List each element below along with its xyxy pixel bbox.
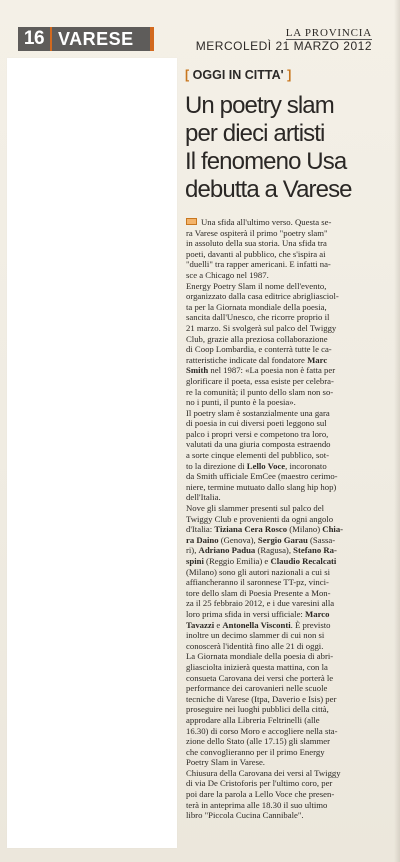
body-line: di poesia in cui diversi poeti leggono sul [186, 418, 327, 429]
body-line: tecniche di Varese (Itpa, Daverio e Isis) per [186, 693, 337, 704]
bold-name: Chia- [322, 524, 344, 535]
kicker-label: OGGI IN CITTA' [192, 68, 284, 82]
body-line: consueta Carovana dei versi che porterà le [186, 672, 334, 683]
body-line: palco i propri versi e competono tra loro, [186, 428, 329, 439]
bold-name: Smith [186, 365, 209, 376]
section-accent-tick [150, 27, 154, 51]
body-line: Una sfida all'ultimo verso. Questa se- [186, 217, 384, 228]
scan-edge-shadow [394, 0, 400, 862]
headline-line: debutta a Varese [185, 176, 352, 203]
body-line: valutati da una giuria composta estraendo [186, 439, 331, 450]
bold-name: Tiziana Cera Rosco [214, 524, 288, 535]
body-line: Energy Poetry Slam il nome dell'evento, [186, 280, 327, 291]
body-line: gliasciolta inizierà questa mattina, con la [186, 661, 328, 672]
headline-line: Un poetry slam [185, 92, 334, 119]
body-line: Club, grazie alla preziosa collaborazione [186, 333, 328, 344]
body-line: La Giornata mondiale della poesia di abri- [186, 651, 334, 662]
body-line: ra Varese ospiterà il primo "poetry slam" [186, 227, 328, 238]
page-header [18, 27, 380, 51]
body-line: no i punti, il punto è la poesia». [186, 397, 296, 408]
body-line: libro "Piccola Cucina Cannibale". [186, 810, 304, 821]
body-line: dell'Italia. [186, 492, 221, 503]
body-line: sancita dall'Unesco, che ricorre proprio il [186, 312, 330, 323]
body-line: di Coop Lombardia, e conterrà tutte le ca- [186, 344, 332, 355]
body-line: 21 marzo. Si svolgerà sul palco del Twiggy [186, 322, 337, 333]
bold-name: Lello Voce [246, 460, 286, 471]
page-number: 16 [23, 28, 45, 49]
bold-name: spini [186, 556, 204, 566]
body-line: da Smith ufficiale EmCee (maestro cerimo- [186, 471, 338, 482]
body-line: zione dello Stato (alle 17.15) gli slammer [186, 736, 331, 747]
body-line: Il poetry slam è sostanzialmente una gara [186, 407, 330, 418]
square-bullet-icon [186, 218, 197, 225]
body-line: Smith nel 1987: «La poesia non è fatta per [186, 365, 336, 376]
body-line: spini (Reggio Emilia) e Claudio Recalcati [186, 556, 337, 566]
section-name: VARESE [58, 28, 134, 49]
bold-name: Marco [305, 608, 330, 619]
article-kicker [185, 68, 291, 82]
bold-name: Adriano Padua [198, 545, 256, 556]
masthead: LA PROVINCIA [285, 27, 372, 39]
bold-name: Marc [307, 354, 328, 365]
bold-name: Tavazzi [186, 619, 215, 630]
dateline: MERCOLEDÌ 21 MARZO 2012 [195, 39, 372, 53]
bold-name: ra Daino [186, 534, 219, 545]
body-line: Chiusura della Carovana dei versi al Twiggy [186, 767, 341, 778]
body-line: organizzato dalla casa editrice abrigliasciol- [186, 291, 339, 302]
body-line: za il 25 febbraio 2012, e i due varesini alla [186, 598, 335, 609]
body-line: Poetry Slam in Varese. [186, 757, 265, 768]
body-line: ri), Adriano Padua (Ragusa), Stefano Ra- [186, 545, 337, 556]
kicker-close-bracket: ] [287, 68, 292, 82]
body-line: tore dello slam di Poesia Presente a Mon- [186, 587, 331, 598]
body-line: a sorte cinque elementi del pubblico, sot- [186, 450, 330, 461]
body-line: performance dei carovanieri nelle scuole [186, 683, 328, 694]
kicker-open-bracket: [ [185, 68, 190, 82]
body-line: in assoluto della sua storia. Una sfida tra [186, 238, 327, 249]
body-line: approdare alla Libreria Feltrinelli (alle [186, 714, 320, 725]
body-line: ta per la Giornata mondiale della poesia, [186, 301, 327, 312]
body-line: loro prima sfida in versi ufficiale: Marco [186, 608, 330, 619]
body-line: affiancheranno il saronnese TT-pz, vinci- [186, 577, 329, 588]
headline-line: Il fenomeno Usa [185, 148, 347, 175]
headline-line: per dieci artisti [185, 120, 325, 147]
body-line: Nove gli slammer presenti sul palco del [186, 503, 324, 514]
body-line: che convoglieranno per il primo Energy [186, 746, 325, 757]
body-line: (Milano) sono gli autori nazionali a cui si [186, 566, 331, 577]
body-line: proseguire nei luoghi pubblici della città, [186, 704, 329, 715]
body-line: d'Italia: Tiziana Cera Rosco (Milano) Chia- [186, 524, 344, 535]
bold-name: Stefano Ra- [293, 545, 337, 556]
body-line: glorificare il poeta, essa esiste per celebra- [186, 375, 334, 386]
article-headline [185, 92, 385, 204]
body-line: poeti, davanti al pubblico, che s'ispira ai [186, 248, 326, 259]
body-line: poi dare la parola a Lello Voce che presen- [186, 789, 335, 800]
bold-name: Antonella Visconti [222, 619, 291, 630]
body-line: Tavazzi e Antonella Visconti. È previsto [186, 619, 331, 630]
body-line: terà in anteprima alle 18.30 il suo ultimo [186, 799, 328, 810]
body-line: "duelli" tra rapper americani. E infatti na- [186, 259, 331, 270]
body-line: inoltre un decimo slammer di cui non si [186, 630, 325, 641]
section-bar [18, 27, 150, 51]
bold-name: Sergio Garau [257, 534, 308, 545]
body-line: Twiggy Club e provenienti da ogni angolo [186, 513, 334, 524]
redacted-area [7, 58, 177, 848]
article-body [186, 217, 384, 821]
body-line: ra Daino (Genova), Sergio Garau (Sassa- [186, 534, 336, 545]
bold-name: Claudio Recalcati [270, 556, 337, 566]
body-line: niere, termine mutuato dallo slang hip hop) [186, 481, 337, 492]
body-line: re la comunità; il punto dello slam non so- [186, 386, 334, 397]
body-line: conoscerà l'identità fino alle 21 di oggi. [186, 640, 324, 651]
body-line: sce a Chicago nel 1987. [186, 269, 269, 280]
body-line: 16.30) di corso Moro e accogliere nella sta- [186, 725, 338, 736]
body-line: di via De Cristoforis per l'ultimo coro, per [186, 778, 333, 789]
body-line: ratteristiche indicate dal fondatore Marc [186, 354, 328, 365]
body-line: to la direzione di Lello Voce, incoronato [186, 460, 327, 471]
